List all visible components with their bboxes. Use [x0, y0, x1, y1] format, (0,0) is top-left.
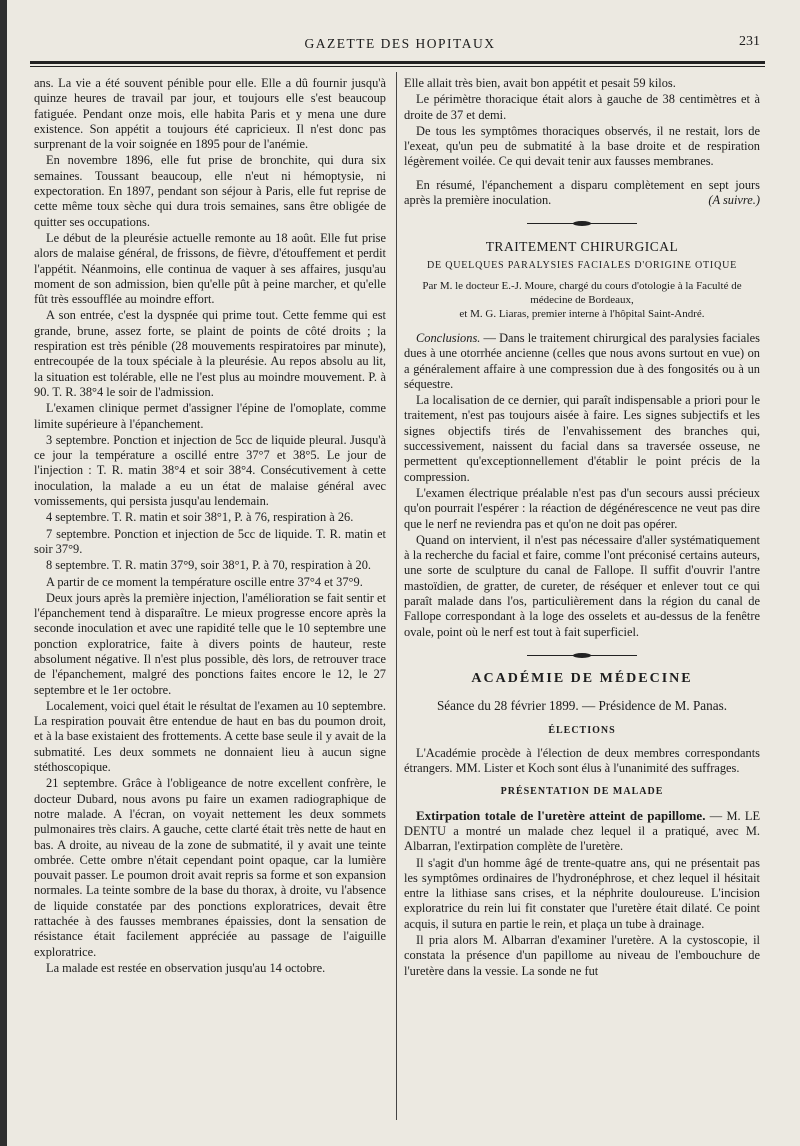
- article-subtitle: DE QUELQUES PARALYSIES FACIALES D'ORIGINE OTIQUE: [426, 259, 738, 271]
- section-title: ACADÉMIE DE MÉDECINE: [471, 670, 693, 686]
- paragraph-text: — Dans le traitement chirurgical des paralysies faciales dues à une otorrhée ancienne (celles que nous avons surtout en vue) on a généralement affaire à une compression due à des fongosités ou à un séquestre.: [404, 330, 760, 391]
- paragraph: 3 septembre. Ponction et injection de 5cc de liquide pleural. Jusqu'à ce jour la température a oscillé entre 37°7 et 38°5. Le jour de l'injection : T. R. matin 38°4 et soir 38°4. Consécutivement à cette inoculation, la malade a eu un état de malaise général avec vomissements, qui persista jusqu'au lendemain.: [34, 432, 386, 509]
- paragraph: 8 septembre. T. R. matin 37°9, soir 38°1, P. à 70, respiration à 20.: [46, 558, 372, 573]
- section-separator: [527, 220, 637, 227]
- page-header: [40, 34, 760, 54]
- paragraph: 4 septembre. T. R. matin et soir 38°1, P. à 76, respiration à 26.: [46, 510, 354, 525]
- paragraph: 7 septembre. Ponction et injection de 5cc de liquide. T. R. matin et soir 37°9.: [34, 526, 386, 556]
- paragraph: De tous les symptômes thoraciques observés, il ne restait, lors de l'exeat, qu'un peu de submatité à la base droite et de respiration légèrement voilée. Ce qui devait tenir aux fausses membranes.: [404, 123, 760, 169]
- header-rule: [30, 61, 765, 64]
- paragraph: La localisation de ce dernier, qui paraît indispensable a priori pour le traitement, n'est pas toujours aisée à faire. Les signes subjectifs et les signes objectifs tirés de l'envahissement des branches qui, successivement, naissent du facial dans sa traversée osseuse, ne permettent qu'exceptionnellement d'établir le point précis de la compression.: [404, 393, 760, 484]
- column-divider: [396, 72, 397, 1120]
- page-number: 231: [739, 34, 760, 49]
- article-title: TRAITEMENT CHIRURGICAL: [485, 239, 679, 255]
- paragraph: [404, 808, 760, 855]
- paragraph: Il s'agit d'un homme âgé de trente-quatre ans, qui ne présentait pas les symptômes ordinaires de l'hydronéphrose, et chez lequel il hésitait entre la lithiase sans crises, et la néphrite douloureuse. L'incision exploratrice du rein lui fit constater que l'uretère était dilaté. Ce point acquis, il sutura en partie le rein, et plaça un tube à drainage.: [404, 855, 760, 931]
- paragraph: Le périmètre thoracique était alors à gauche de 38 centimètres et à droite de 37 et demi.: [404, 92, 760, 122]
- paragraph: Deux jours après la première injection, l'amélioration se fait sentir et l'épanchement tend à disparaître. Le mieux progresse encore après la seconde inoculation et avec une rapidité telle que le 10 septembre une ponction exploratrice, faite à divers points de hauteur, reste absolument négative. Il n'est plus possible, dès lors, de retrouver trace de l'épanchement, malgré des ponctions faites encore le 12, le 27 septembre et le 1er octobre.: [34, 590, 386, 697]
- paragraph: La malade est restée en observation jusqu'au 14 octobre.: [46, 960, 326, 975]
- left-column: [34, 76, 386, 976]
- byline-line: et M. G. Liaras, premier interne à l'hôpital Saint-André.: [459, 307, 705, 320]
- paragraph: Quand on intervient, il n'est pas nécessaire d'aller systématiquement à la recherche du facial et faire, comme l'ont préconisé certains auteurs, une sorte de sculpture du canal de Fallope. Il suffit d'ouvrir l'antre mastoïdien, de gratter, de cureter, de réséquer et enlever tout ce qui paraît malade dans l'os, particulièrement dans la région du canal de Fallope correspondant à la loge des osselets et au-dessus de la fenêtre ovale, point où le nerf est tout à fait superficiel.: [404, 532, 760, 639]
- case-title: Extirpation totale de l'uretère atteint de papillome.: [416, 807, 706, 823]
- summary-paragraph: [404, 178, 760, 209]
- paragraph: A son entrée, c'est la dyspnée qui prime tout. Cette femme qui est grande, brune, assez forte, se plaint de points de côté droits ; la respiration est très pénible (28 mouvements respiratoires par minute), entrecoupée de la toux spéciale à la pleurésie. Au repos absolu au lit, la situation est tolérable, elle ne l'est plus au moindre mouvement. P. à 90. T. R. 38°4 le soir de l'admission.: [34, 308, 386, 399]
- paragraph: Localement, voici quel était le résultat de l'examen au 10 septembre. La respiration pouvait être entendue de haut en bas du poumon droit, et à la base existaient des frottements. A cette base seule il y avait de la submatité. Les deux sommets ne donnaient lieu à aucun signe stéthoscopique.: [34, 698, 386, 775]
- byline-line: Par M. le docteur E.-J. Moure, chargé du cours d'otologie à la Faculté de médecine de Bordeaux,: [422, 279, 742, 306]
- paragraph: ans. La vie a été souvent pénible pour elle. Elle a dû fournir jusqu'à quinze heures de travail par jour, et toujours elle s'est beaucoup fatiguée. Pendant onze mois, elle habita Paris et y mena une dure existence. Son appétit a toujours été capricieux. Il n'est donc pas surprenant de la voir soignée en 1895 pour de l'anémie.: [34, 76, 386, 152]
- header-rule-thin: [30, 66, 765, 67]
- paragraph: L'Académie procède à l'élection de deux membres correspondants étrangers. MM. Lister et Koch sont élus à l'unanimité des suffrages.: [404, 745, 760, 776]
- paragraph: Elle allait très bien, avait bon appétit et pesait 59 kilos.: [404, 76, 676, 90]
- to-be-continued: (A suivre.): [708, 193, 760, 208]
- case-intro: — M. LE DENTU a montré un malade chez lequel il a pratiqué, avec M. Albarran, l'extirpation complète de l'uretère.: [404, 808, 761, 854]
- section-separator: [527, 652, 637, 659]
- paragraph: A partir de ce moment la température oscille entre 37°4 et 37°9.: [46, 574, 363, 589]
- paragraph: L'examen électrique préalable n'est pas d'un secours aussi précieux qu'on pourrait l'espérer : la réaction de dégénérescence ne veut pas dire que le nerf ne reviendra pas et qu'on ne doit pas opérer.: [404, 485, 760, 531]
- paragraph: 21 septembre. Grâce à l'obligeance de notre excellent confrère, le docteur Dubard, nous avons pu faire un examen radiographique de notre malade. A l'écran, on voyait nettement les deux sommets pulmonaires très clairs. A gauche, cette clarté était très nette de haut en bas. A droite, au niveau de la zone de submatité, il y avait une teinte ombrée. Cette ombre n'était cependant point opaque, car la lumière pouvait passer. Le poumon droit avait repris sa forme et son expansion normales. La teinte sombre de la base du thorax, à droite, vu l'absence de liquide constatée par des ponctions exploratrices, devait être rattachée à des fausses membranes épaissies, dont la sensation de résistance était facilement appréciée au passage de l'aiguille exploratrice.: [34, 776, 386, 959]
- paragraph: L'examen clinique permet d'assigner l'épine de l'omoplate, comme limite supérieure à l'épanchement.: [34, 401, 386, 431]
- conclusions-label: Conclusions.: [416, 330, 481, 345]
- paragraph: Le début de la pleurésie actuelle remonte au 18 août. Elle fut prise alors de malaise général, de frissons, de fièvre, d'étouffement et perdit l'appétit. Néanmoins, elle continua de vaquer à ses affaires, jusqu'au moment de son admission, bien qu'elle pût à peine marcher, et qu'elle fût très essoufflée au moindre effort.: [34, 230, 386, 307]
- right-column: [404, 76, 760, 979]
- paragraph: [404, 331, 760, 392]
- running-title: GAZETTE DES HOPITAUX: [304, 36, 496, 51]
- paragraph: Il pria alors M. Albarran d'examiner l'uretère. A la cystoscopie, il constata la présence d'un papillome au niveau de l'embouchure de l'uretère dans la vessie. La sonde ne fut: [404, 933, 760, 978]
- subsection-heading: ÉLECTIONS: [548, 724, 616, 736]
- session-line: Séance du 28 février 1899. — Présidence de M. Panas.: [436, 698, 728, 714]
- article-byline: [404, 279, 760, 321]
- paragraph: En novembre 1896, elle fut prise de bronchite, qui dura six semaines. Toussant beaucoup, elle n'eut ni hémoptysie, ni expectoration. En 1897, pendant son séjour à Paris, elle fut reprise de cette même toux sèche qui dura trois semaines, sans être obligée de quitter ses occupations.: [34, 153, 386, 229]
- summary-text: En résumé, l'épanchement a disparu complètement en sept jours après la première inoculation.: [404, 177, 760, 208]
- binding-edge: [0, 0, 7, 1146]
- subsection-heading: PRÉSENTATION DE MALADE: [500, 786, 664, 798]
